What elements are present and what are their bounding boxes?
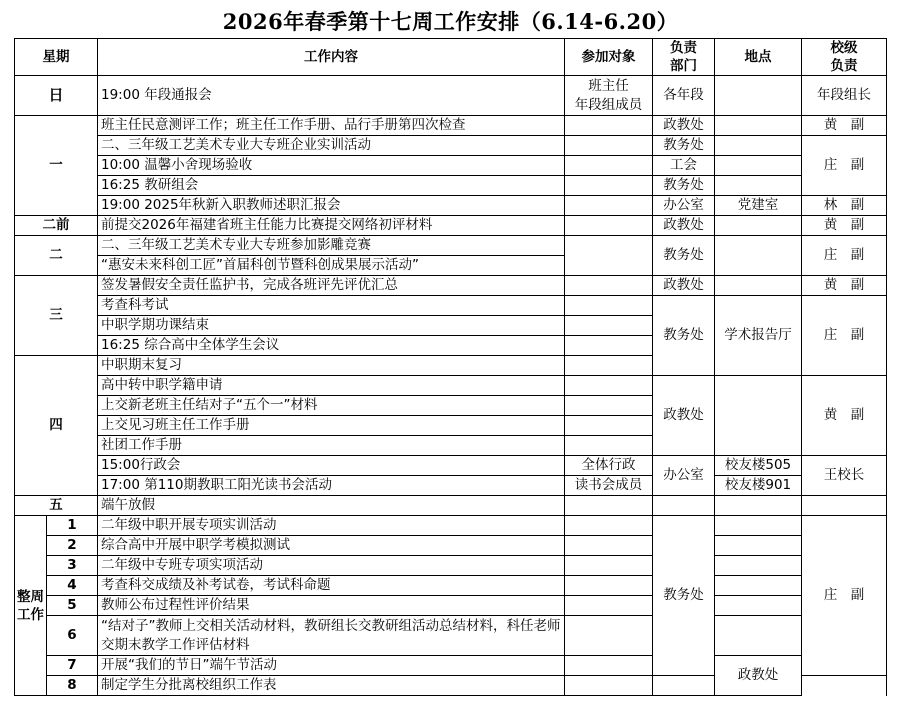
day-fri: 五 <box>15 496 98 516</box>
day-tue-pre: 二前 <box>15 216 98 236</box>
schedule-grid <box>14 38 887 696</box>
task-cell: “结对子”教师上交相关活动材料，教研组长交教研组活动总结材料，科任老师交期末教学工作评估材料 <box>98 616 565 656</box>
header-content: 工作内容 <box>98 39 565 76</box>
leader-cell: 黄 副 <box>802 216 887 236</box>
header-dept: 负责 部门 <box>653 39 715 76</box>
table-row <box>15 136 887 156</box>
dept-cell: 教务处 <box>653 516 715 676</box>
header-participants: 参加对象 <box>565 39 653 76</box>
task-cell: 高中转中职学籍申请 <box>98 376 565 396</box>
leader-cell: 庄 副 <box>802 296 887 376</box>
day-sun: 日 <box>15 76 98 116</box>
task-cell: 15:00行政会 <box>98 456 565 476</box>
table-row <box>15 576 887 596</box>
participants-cell: 读书会成员 <box>565 476 653 496</box>
task-cell: 社团工作手册 <box>98 436 565 456</box>
dept-cell: 教务处 <box>653 236 715 276</box>
task-cell: 二年级中专班专项实项活动 <box>98 556 565 576</box>
dept-cell: 教务处 <box>653 176 715 196</box>
task-cell: 17:00 第110期教职工阳光读书会活动 <box>98 476 565 496</box>
task-cell: 前提交2026年福建省班主任能力比赛提交网络初评材料 <box>98 216 565 236</box>
dept-cell: 政教处 <box>653 376 715 456</box>
table-row <box>15 476 887 496</box>
item-number: 4 <box>47 576 98 596</box>
task-cell: 二、三年级工艺美术专业大专班参加影雕竞赛 <box>98 236 565 256</box>
table-row <box>15 656 887 676</box>
task-cell: “惠安未来科创工匠”首届科创节暨科创成果展示活动” <box>98 256 565 276</box>
leader-cell: 庄 副 <box>802 136 887 196</box>
header-day: 星期 <box>15 39 98 76</box>
leader-cell: 黄 副 <box>802 116 887 136</box>
dept-cell: 政教处 <box>653 216 715 236</box>
leader-cell: 林 副 <box>802 196 887 216</box>
item-number: 2 <box>47 536 98 556</box>
table-row <box>15 116 887 136</box>
table-row <box>15 236 887 256</box>
day-mon: 一 <box>15 116 98 216</box>
task-cell: 二年级中职开展专项实训活动 <box>98 516 565 536</box>
item-number: 6 <box>47 616 98 656</box>
header-leader: 校级 负责 <box>802 39 887 76</box>
task-cell: 19:00 2025年秋新入职教师述职汇报会 <box>98 196 565 216</box>
task-cell: 班主任民意测评工作；班主任工作手册、品行手册第四次检查 <box>98 116 565 136</box>
participants-cell: 班主任 年段组成员 <box>565 76 653 116</box>
table-row <box>15 216 887 236</box>
task-cell: 签发暑假安全责任监护书，完成各班评先评优汇总 <box>98 276 565 296</box>
dept-cell: 各年段 <box>653 76 715 116</box>
place-cell <box>715 76 802 116</box>
dept-cell: 教务处 <box>653 136 715 156</box>
task-cell: 10:00 温馨小舍现场验收 <box>98 156 565 176</box>
place-cell: 校友楼505 <box>715 456 802 476</box>
task-cell: 制定学生分批离校组织工作表 <box>98 676 565 696</box>
task-cell: 中职期末复习 <box>98 356 565 376</box>
table-row <box>15 496 887 516</box>
table-row <box>15 516 887 536</box>
dept-cell: 工会 <box>653 156 715 176</box>
dept-cell: 政教处 <box>653 116 715 136</box>
task-cell: 上交新老班主任结对子“五个一”材料 <box>98 396 565 416</box>
table-row <box>15 596 887 616</box>
item-number: 8 <box>47 676 98 696</box>
task-cell: 中职学期功课结束 <box>98 316 565 336</box>
table-row <box>15 76 887 116</box>
task-cell: 综合高中开展中职学考模拟测试 <box>98 536 565 556</box>
dept-cell: 教务处 <box>653 296 715 376</box>
task-cell: 教师公布过程性评价结果 <box>98 596 565 616</box>
day-wed: 三 <box>15 276 98 356</box>
item-number: 3 <box>47 556 98 576</box>
day-thu: 四 <box>15 356 98 496</box>
day-tue: 二 <box>15 236 98 276</box>
item-number: 7 <box>47 656 98 676</box>
leader-cell: 年段组长 <box>802 76 887 116</box>
leader-cell: 庄 副 <box>802 236 887 276</box>
place-cell: 学术报告厅 <box>715 296 802 376</box>
task-cell: 16:25 综合高中全体学生会议 <box>98 336 565 356</box>
table-row <box>15 196 887 216</box>
item-number: 5 <box>47 596 98 616</box>
table-row <box>15 536 887 556</box>
table-row <box>15 176 887 196</box>
header-place: 地点 <box>715 39 802 76</box>
place-cell: 校友楼901 <box>715 476 802 496</box>
leader-cell: 王校长 <box>802 456 887 496</box>
table-row <box>15 376 887 396</box>
table-row <box>15 556 887 576</box>
item-number: 1 <box>47 516 98 536</box>
leader-cell: 庄 副 <box>802 516 887 676</box>
table-row <box>15 456 887 476</box>
task-cell: 考查科交成绩及补考试卷，考试科命题 <box>98 576 565 596</box>
task-cell: 端午放假 <box>98 496 565 516</box>
dept-cell: 办公室 <box>653 456 715 496</box>
task-cell: 二、三年级工艺美术专业大专班企业实训活动 <box>98 136 565 156</box>
task-cell: 16:25 教研组会 <box>98 176 565 196</box>
table-row <box>15 616 887 656</box>
task-cell: 19:00 年段通报会 <box>98 76 565 116</box>
dept-cell: 政教处 <box>653 276 715 296</box>
task-cell: 开展“我们的节日”端午节活动 <box>98 656 565 676</box>
day-week: 整周 工作 <box>15 516 47 696</box>
leader-cell: 黄 副 <box>802 276 887 296</box>
task-cell: 考查科考试 <box>98 296 565 316</box>
place-cell: 党建室 <box>715 196 802 216</box>
table-row <box>15 296 887 316</box>
participants-cell: 全体行政 <box>565 456 653 476</box>
dept-cell: 办公室 <box>653 196 715 216</box>
table-row <box>15 156 887 176</box>
page-title: 2026年春季第十七周工作安排（6.14-6.20） <box>222 9 679 34</box>
table-row <box>15 276 887 296</box>
leader-cell: 黄 副 <box>802 376 887 456</box>
header-row <box>15 39 887 76</box>
task-cell: 上交见习班主任工作手册 <box>98 416 565 436</box>
dept-cell: 政教处 <box>715 656 802 696</box>
